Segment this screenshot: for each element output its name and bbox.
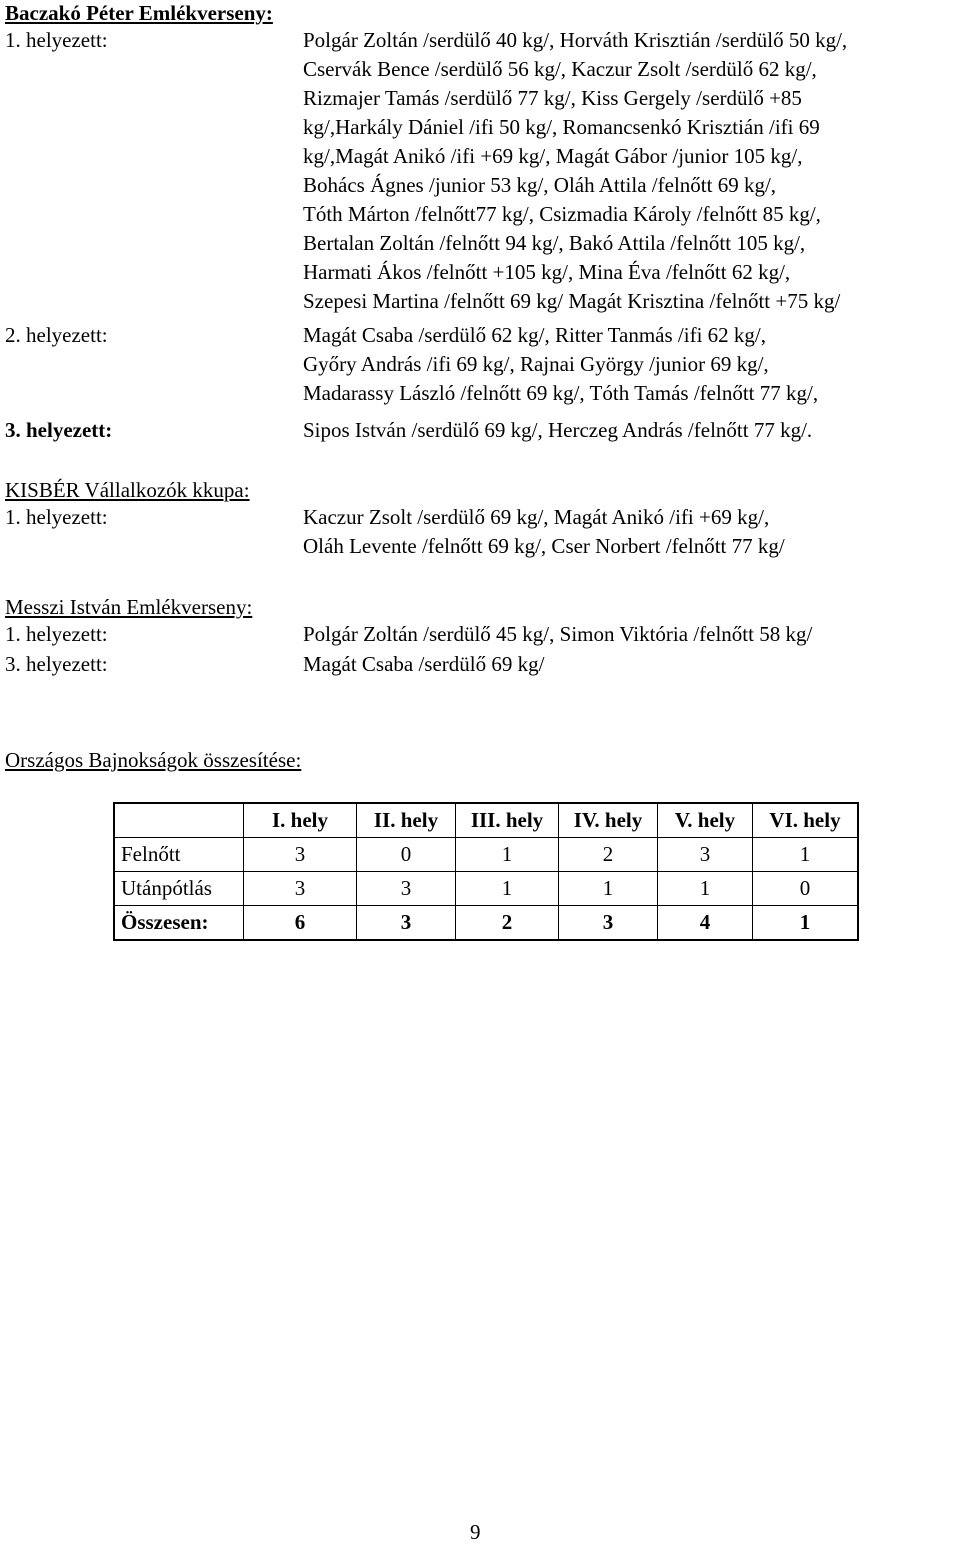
names-line: Kaczur Zsolt /serdülő 69 kg/, Magát Anikó /ifi +69 kg/,: [303, 505, 770, 529]
names-line: Magát Csaba /serdülő 62 kg/, Ritter Tanmás /ifi 62 kg/,: [303, 323, 766, 347]
table-cell: 3: [357, 872, 456, 906]
table-row-label: Felnőtt: [114, 838, 244, 872]
table-cell: 3: [244, 872, 357, 906]
summary-table: [113, 802, 859, 941]
table-cell: 1: [658, 872, 753, 906]
names-line: Győry András /ifi 69 kg/, Rajnai György /junior 69 kg/,: [303, 352, 769, 376]
placement-label: 1. helyezett:: [5, 28, 108, 52]
table-cell: 3: [559, 906, 658, 941]
table-total-row: [114, 906, 858, 941]
table-header-row: [114, 803, 858, 838]
table-cell: 4: [658, 906, 753, 941]
placement-label: 1. helyezett:: [5, 505, 108, 529]
placement-label: 3. helyezett:: [5, 652, 108, 676]
table-cell: 0: [357, 838, 456, 872]
names-line: Oláh Levente /felnőtt 69 kg/, Cser Norbert /felnőtt 77 kg/: [303, 534, 785, 558]
table-row: [114, 838, 858, 872]
names-line: kg/,Harkály Dániel /ifi 50 kg/, Romancsenkó Krisztián /ifi 69: [303, 115, 820, 139]
table-row: [114, 872, 858, 906]
names-line: Polgár Zoltán /serdülő 40 kg/, Horváth Krisztián /serdülő 50 kg/,: [303, 28, 848, 52]
names-line: Harmati Ákos /felnőtt +105 kg/, Mina Éva /felnőtt 62 kg/,: [303, 260, 791, 284]
names-line: Magát Csaba /serdülő 69 kg/: [303, 652, 545, 676]
table-cell: 3: [357, 906, 456, 941]
names-line: Cservák Bence /serdülő 56 kg/, Kaczur Zsolt /serdülő 62 kg/,: [303, 57, 817, 81]
placement-label: 3. helyezett:: [5, 418, 113, 442]
section-title-kisber: KISBÉR Vállalkozók kkupa:: [5, 478, 250, 502]
section-title-orszagos: Országos Bajnokságok összesítése:: [5, 748, 302, 772]
table-header-cell: II. hely: [357, 803, 456, 838]
table-cell: 3: [658, 838, 753, 872]
table-header-cell: IV. hely: [559, 803, 658, 838]
section-title-messzi: Messzi István Emlékverseny:: [5, 595, 253, 619]
names-line: Sipos István /serdülő 69 kg/, Herczeg András /felnőtt 77 kg/.: [303, 418, 813, 442]
placement-names: [303, 650, 958, 679]
placement-names: [303, 503, 958, 561]
table-header-cell: VI. hely: [753, 803, 859, 838]
names-line: Bertalan Zoltán /felnőtt 94 kg/, Bakó Attila /felnőtt 105 kg/,: [303, 231, 806, 255]
table-cell: 3: [244, 838, 357, 872]
table-cell: 1: [753, 838, 859, 872]
placement-names: [303, 26, 958, 316]
placement-names: [303, 321, 958, 408]
table-cell: 0: [753, 872, 859, 906]
table-cell: 6: [244, 906, 357, 941]
names-line: Szepesi Martina /felnőtt 69 kg/ Magát Krisztina /felnőtt +75 kg/: [303, 289, 841, 313]
summary-table-wrap: [113, 802, 859, 941]
placement-label: 2. helyezett:: [5, 323, 108, 347]
placement-label: 1. helyezett:: [5, 622, 108, 646]
names-line: Madarassy László /felnőtt 69 kg/, Tóth Tamás /felnőtt 77 kg/,: [303, 381, 819, 405]
table-cell: 2: [559, 838, 658, 872]
table-cell: 1: [753, 906, 859, 941]
section-title-baczako: Baczakó Péter Emlékverseny:: [5, 1, 273, 25]
names-line: Rizmajer Tamás /serdülő 77 kg/, Kiss Gergely /serdülő +85: [303, 86, 802, 110]
names-line: Tóth Márton /felnőtt77 kg/, Csizmadia Károly /felnőtt 85 kg/,: [303, 202, 821, 226]
table-header-cell: [114, 803, 244, 838]
placement-names: [303, 416, 958, 445]
names-line: Polgár Zoltán /serdülő 45 kg/, Simon Viktória /felnőtt 58 kg/: [303, 622, 813, 646]
table-cell: 1: [559, 872, 658, 906]
table-header-cell: V. hely: [658, 803, 753, 838]
placement-names: [303, 620, 958, 649]
names-line: kg/,Magát Anikó /ifi +69 kg/, Magát Gábor /junior 105 kg/,: [303, 144, 803, 168]
names-line: Bohács Ágnes /junior 53 kg/, Oláh Attila /felnőtt 69 kg/,: [303, 173, 777, 197]
table-row-label: Összesen:: [114, 906, 244, 941]
table-cell: 2: [456, 906, 559, 941]
table-cell: 1: [456, 872, 559, 906]
page-number: 9: [470, 1520, 481, 1544]
table-row-label: Utánpótlás: [114, 872, 244, 906]
table-header-cell: I. hely: [244, 803, 357, 838]
table-cell: 1: [456, 838, 559, 872]
table-header-cell: III. hely: [456, 803, 559, 838]
